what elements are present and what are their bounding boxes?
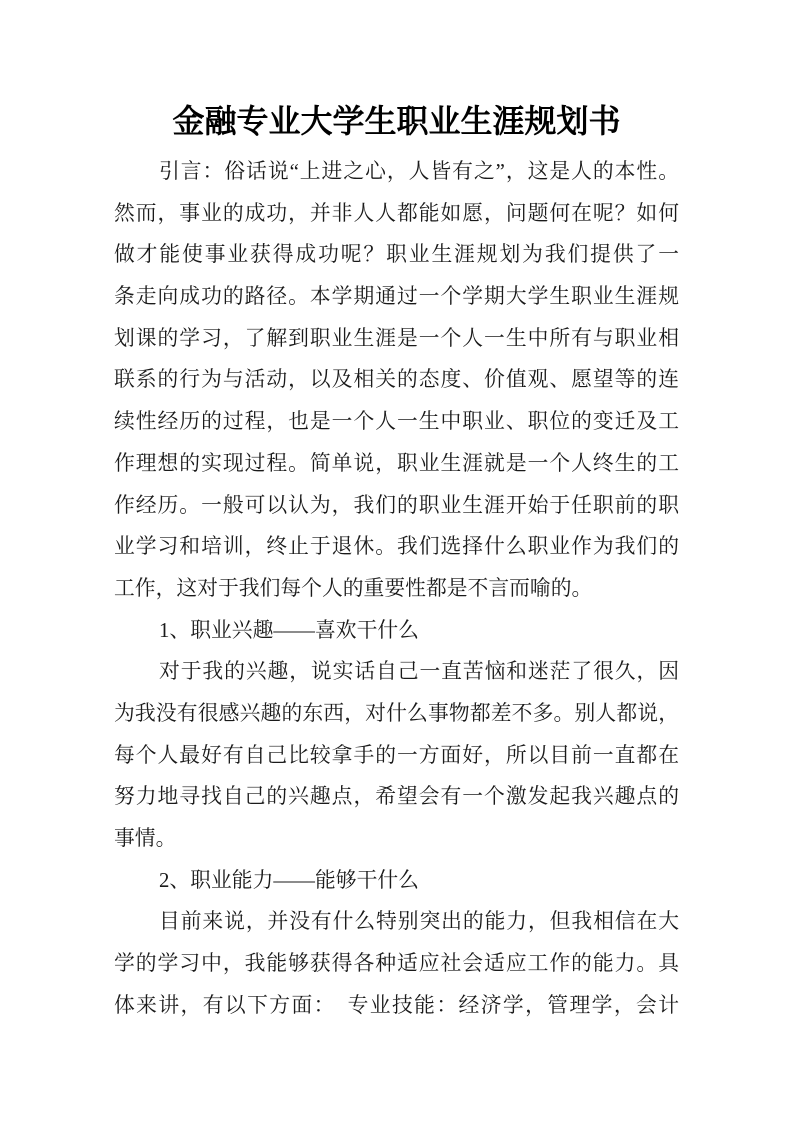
document-text-line: 联系的行为与活动，以及相关的态度、价值观、愿望等的连 — [114, 368, 679, 392]
document-text-line: 为我没有很感兴趣的东西，对什么事物都差不多。别人都说， — [114, 701, 679, 725]
document-title: 金融专业大学生职业生涯规划书 — [172, 103, 621, 139]
document-text-line: 目前来说，并没有什么特别突出的能力，但我相信在大 — [159, 910, 679, 934]
document-text-line: 1、职业兴趣——喜欢干什么 — [159, 618, 419, 642]
document-text-line: 努力地寻找自己的兴趣点，希望会有一个激发起我兴趣点的 — [114, 785, 679, 809]
document-text-line: 2、职业能力——能够干什么 — [159, 868, 419, 892]
document-text-line: 作经历。一般可以认为，我们的职业生涯开始于任职前的职 — [114, 493, 679, 517]
document-text-line: 每个人最好有自己比较拿手的一方面好，所以目前一直都在 — [114, 743, 679, 767]
document-text-line: 作理想的实现过程。简单说，职业生涯就是一个人终生的工 — [114, 451, 679, 475]
document-text-line: 学的学习中，我能够获得各种适应社会适应工作的能力。具 — [114, 952, 679, 976]
document-body — [114, 151, 679, 1026]
document-text-line: 引言：俗话说“上进之心，人皆有之”，这是人的本性。 — [159, 160, 679, 183]
document-text-line: 业学习和培训，终止于退休。我们选择什么职业作为我们的 — [114, 535, 679, 559]
document-text-line: 划课的学习，了解到职业生涯是一个人一生中所有与职业相 — [114, 326, 679, 350]
document-text-line: 续性经历的过程，也是一个人一生中职业、职位的变迁及工 — [114, 410, 679, 434]
document-text-line: 然而，事业的成功，并非人人都能如愿，问题何在呢？如何 — [114, 201, 679, 225]
document-text-line: 工作，这对于我们每个人的重要性都是不言而喻的。 — [114, 576, 593, 600]
document-text-line: 体来讲，有以下方面： 专业技能：经济学，管理学，会计 — [114, 993, 679, 1017]
document-text-line: 对于我的兴趣，说实话自己一直苦恼和迷茫了很久，因 — [159, 660, 679, 684]
document-text-line: 事情。 — [114, 827, 177, 850]
document-text-line: 条走向成功的路径。本学期通过一个学期大学生职业生涯规 — [114, 285, 679, 309]
document-text-line: 做才能使事业获得成功呢？职业生涯规划为我们提供了一 — [114, 243, 679, 267]
